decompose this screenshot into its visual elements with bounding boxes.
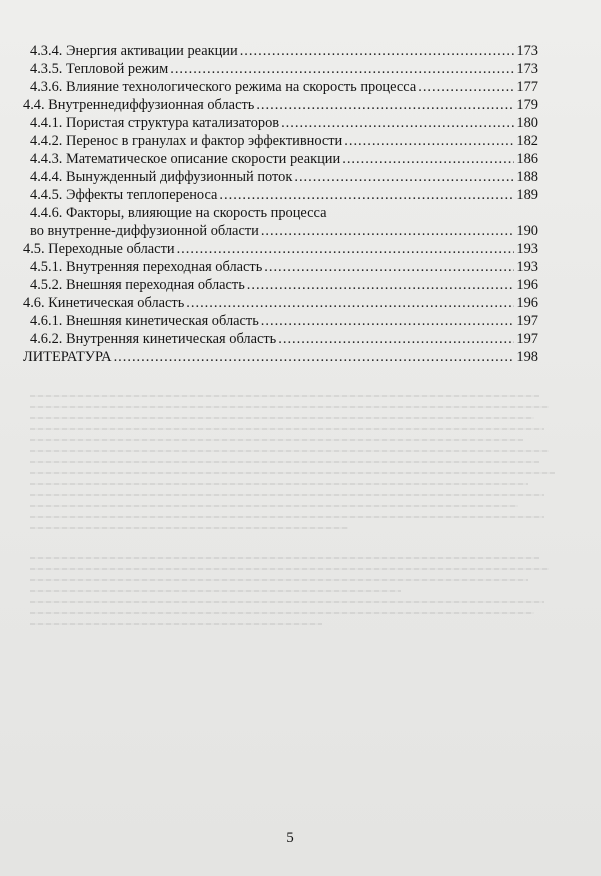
toc-leader	[294, 168, 514, 186]
toc-leader	[344, 132, 514, 150]
toc-entry-page: 188	[516, 169, 538, 185]
toc-entry	[30, 78, 538, 96]
toc-entry-page: 177	[516, 79, 538, 95]
toc-entry-title: 4.6.1. Внешняя кинетическая область	[30, 313, 259, 329]
toc-entry-title: 4.5.1. Внутренняя переходная область	[30, 259, 263, 275]
toc-entry	[30, 168, 538, 186]
toc-entry	[23, 348, 538, 366]
toc-leader	[247, 276, 515, 294]
toc-entry	[30, 258, 538, 276]
toc-entry-title: 4.6. Кинетическая область	[23, 295, 185, 311]
toc-entry-page: 179	[516, 97, 538, 113]
toc-entry	[30, 222, 538, 240]
toc-entry-page: 182	[516, 133, 538, 149]
toc-entry	[23, 96, 538, 114]
toc-leader	[342, 150, 514, 168]
toc-leader	[264, 258, 514, 276]
toc-entry	[23, 240, 538, 258]
toc-entry	[30, 330, 538, 348]
toc-leader	[240, 42, 515, 60]
toc-leader	[256, 96, 514, 114]
toc-entry-page: 198	[516, 349, 538, 365]
toc-entry-page: 197	[516, 313, 538, 329]
toc-entry-page: 173	[516, 43, 538, 59]
toc-entry-title: 4.6.2. Внутренняя кинетическая область	[30, 331, 277, 347]
toc-leader	[219, 186, 514, 204]
toc-entry-page: 193	[516, 259, 538, 275]
toc-entry	[23, 294, 538, 312]
toc-entry-title: 4.4.3. Математическое описание скорости реакции	[30, 151, 341, 167]
toc-leader	[261, 312, 515, 330]
toc-entry-page: 196	[516, 277, 538, 293]
toc-entry-page: 186	[516, 151, 538, 167]
toc-entry-page: 180	[516, 115, 538, 131]
toc-entry	[30, 186, 538, 204]
toc-entry-title: 4.5.2. Внешняя переходная область	[30, 277, 245, 293]
toc-leader	[186, 294, 514, 312]
toc-entry-title: 4.4.4. Вынужденный диффузионный поток	[30, 169, 293, 185]
toc-entry-title: 4.3.5. Тепловой режим	[30, 61, 169, 77]
toc-leader	[261, 222, 515, 240]
toc-entry-page: 189	[516, 187, 538, 203]
toc-entry-title: 4.5. Переходные области	[23, 241, 175, 257]
bleed-through-text	[30, 395, 560, 634]
toc-entry	[30, 114, 538, 132]
toc-leader	[418, 78, 514, 96]
toc-entry-page: 193	[516, 241, 538, 257]
toc-leader	[177, 240, 515, 258]
toc-entry-page: 173	[516, 61, 538, 77]
toc-entry-title: 4.4.1. Пористая структура катализаторов	[30, 115, 280, 131]
toc-entry	[30, 132, 538, 150]
toc-entry-title: 4.4.2. Перенос в гранулах и фактор эффективности	[30, 133, 343, 149]
toc-entry	[30, 150, 538, 168]
toc-entry-title: 4.4. Внутреннедиффузионная область	[23, 97, 255, 113]
toc-entry-title: во внутренне-диффузионной области	[30, 223, 259, 239]
toc-entry-title: ЛИТЕРАТУРА	[23, 349, 112, 365]
toc-entry-title: 4.3.4. Энергия активации реакции	[30, 43, 238, 59]
toc-entry-page: 196	[516, 295, 538, 311]
toc-entry	[30, 42, 538, 60]
toc-entry-page: 197	[516, 331, 538, 347]
toc-entry	[30, 60, 538, 78]
toc-entry	[30, 276, 538, 294]
toc-entry-title: 4.4.5. Эффекты теплопереноса	[30, 187, 218, 203]
toc-leader	[170, 60, 514, 78]
toc-entry-page: 190	[516, 223, 538, 239]
toc-entry-title: 4.3.6. Влияние технологического режима на скорость процесса	[30, 79, 417, 95]
page-number: 5	[286, 830, 294, 846]
toc-leader	[114, 348, 515, 366]
toc-leader	[281, 114, 514, 132]
toc-entry	[30, 312, 538, 330]
toc-entry-title: 4.4.6. Факторы, влияющие на скорость процесса	[30, 205, 327, 221]
toc-leader	[278, 330, 514, 348]
